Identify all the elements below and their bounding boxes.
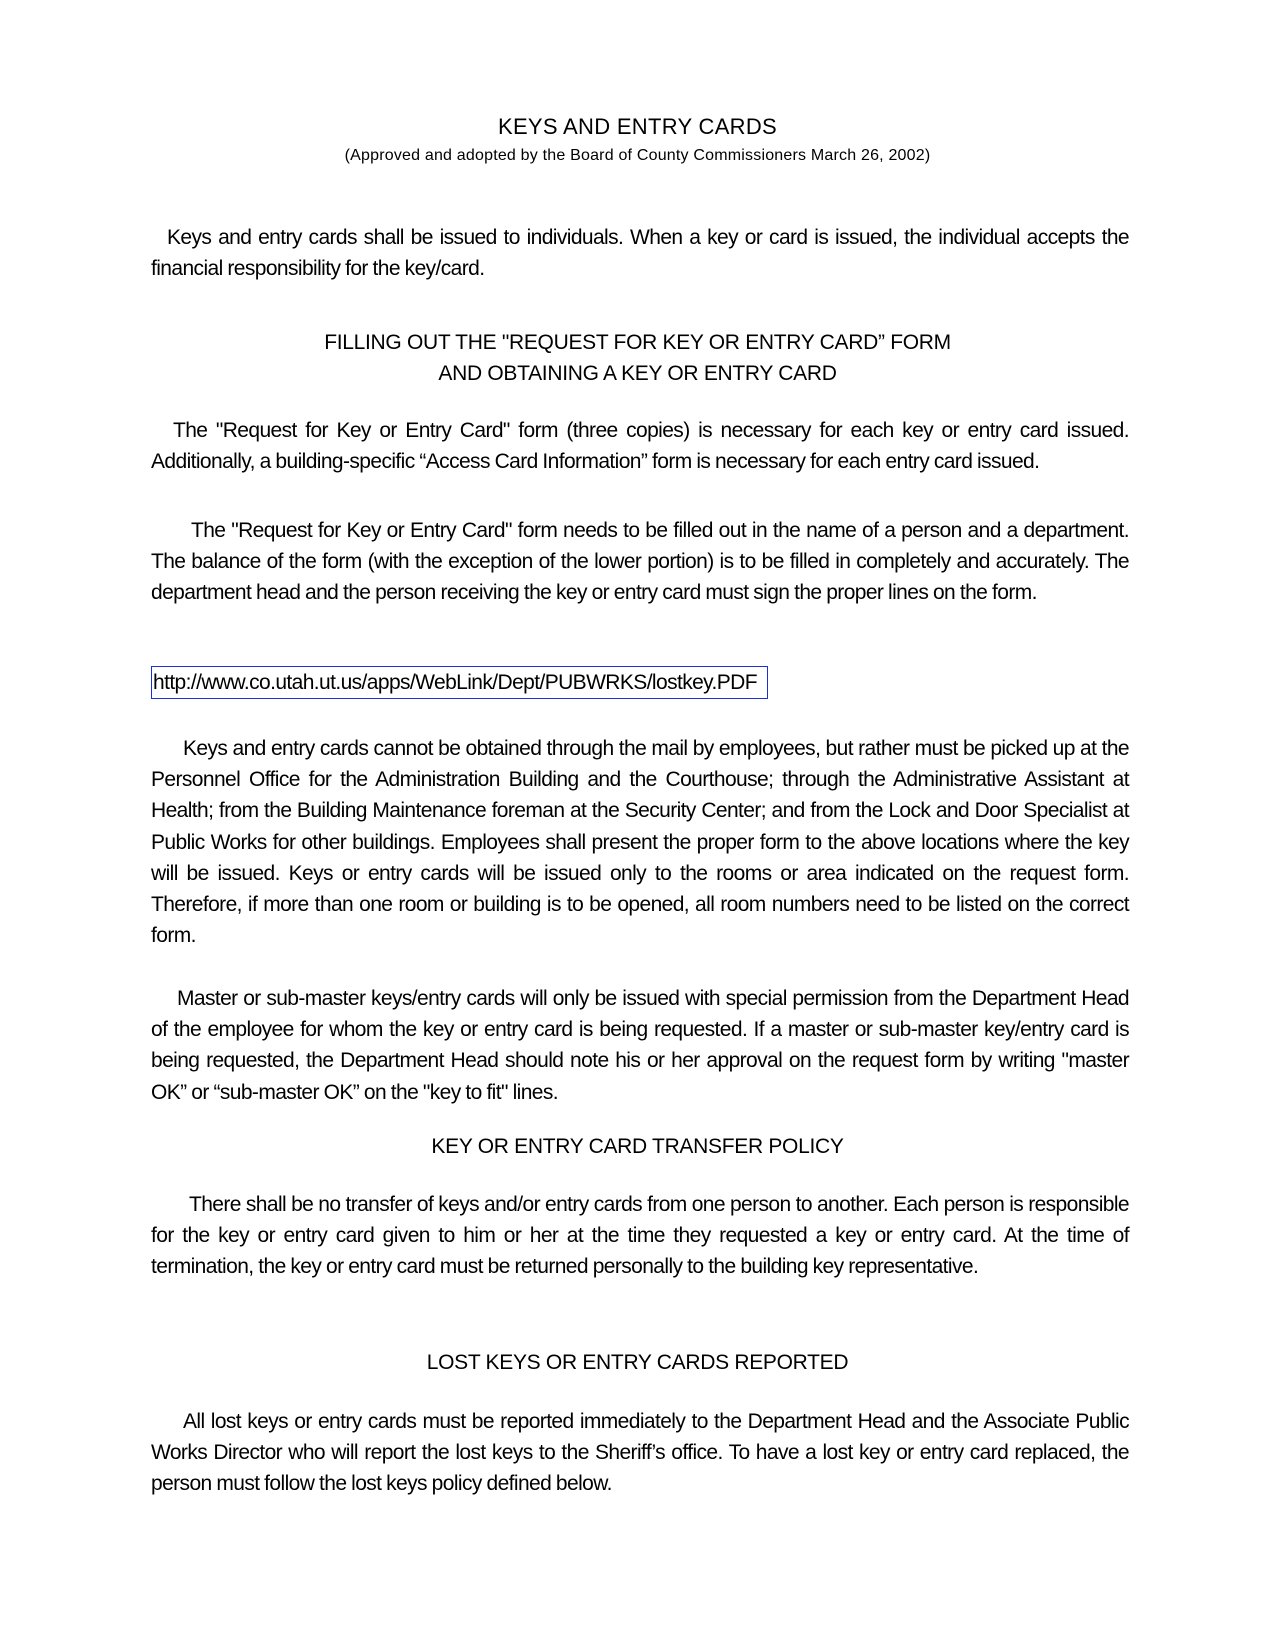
document-subtitle: (Approved and adopted by the Board of County Commissioners March 26, 2002) bbox=[344, 147, 931, 164]
section-heading-transfer-policy: KEY OR ENTRY CARD TRANSFER POLICY bbox=[431, 1135, 844, 1158]
lost-keys-paragraph: All lost keys or entry cards must be reported immediately to the Department Head and the Associate Public Works Director who will report the lost keys to the Sheriff’s office. To have a lost key or entry card replaced, the person must follow the lost keys policy defined below. bbox=[151, 1410, 1129, 1496]
document-title: KEYS AND ENTRY CARDS bbox=[497, 114, 778, 139]
lost-key-form-link[interactable]: http://www.co.utah.ut.us/apps/WebLink/Dept/PUBWRKS/lostkey.PDF bbox=[151, 666, 768, 699]
transfer-policy-paragraph: There shall be no transfer of keys and/or entry cards from one person to another. Each person is responsible for the key or entry card given to him or her at the time they requested a key or entry card. At the time of termination, the key or entry card must be returned personally to the building key representative. bbox=[151, 1193, 1129, 1279]
master-keys-paragraph: Master or sub-master keys/entry cards will only be issued with special permission from the Department Head of the employee for whom the key or entry card is being requested. If a master or sub-master key/entry card is being requested, the Department Head should note his or her approval on the request form by writing "master OK” or “sub-master OK” on the "key to fit" lines. bbox=[151, 987, 1129, 1104]
section-heading-filling-out-line2: AND OBTAINING A KEY OR ENTRY CARD bbox=[438, 362, 837, 385]
intro-paragraph: Keys and entry cards shall be issued to individuals. When a key or card is issued, the individual accepts the financial responsibility for the key/card. bbox=[151, 226, 1129, 281]
section-heading-lost-keys: LOST KEYS OR ENTRY CARDS REPORTED bbox=[426, 1351, 849, 1374]
obtaining-keys-paragraph: Keys and entry cards cannot be obtained through the mail by employees, but rather must be picked up at the Personnel Office for the Administration Building and the Courthouse; through the Administrative Assistant at Health; from the Building Maintenance foreman at the Security Center; and from the Lock and Door Specialist at Public Works for other buildings. Employees shall present the proper form to the above locations where the key will be issued. Keys or entry cards will be issued only to the rooms or area indicated on the request form. Therefore, if more than one room or building is to be opened, all room numbers need to be listed on the correct form. bbox=[151, 737, 1129, 948]
section-heading-filling-out-line1: FILLING OUT THE "REQUEST FOR KEY OR ENTRY CARD” FORM bbox=[324, 331, 951, 354]
request-form-copies-paragraph: The "Request for Key or Entry Card" form (three copies) is necessary for each key or entry card issued. Additionally, a building-specific “Access Card Information” form is necessary for each entry card issued. bbox=[151, 419, 1129, 474]
request-form-fill-paragraph: The "Request for Key or Entry Card" form needs to be filled out in the name of a person and a department. The balance of the form (with the exception of the lower portion) is to be filled in completely and accurately. The department head and the person receiving the key or entry card must sign the proper lines on the form. bbox=[151, 519, 1129, 605]
